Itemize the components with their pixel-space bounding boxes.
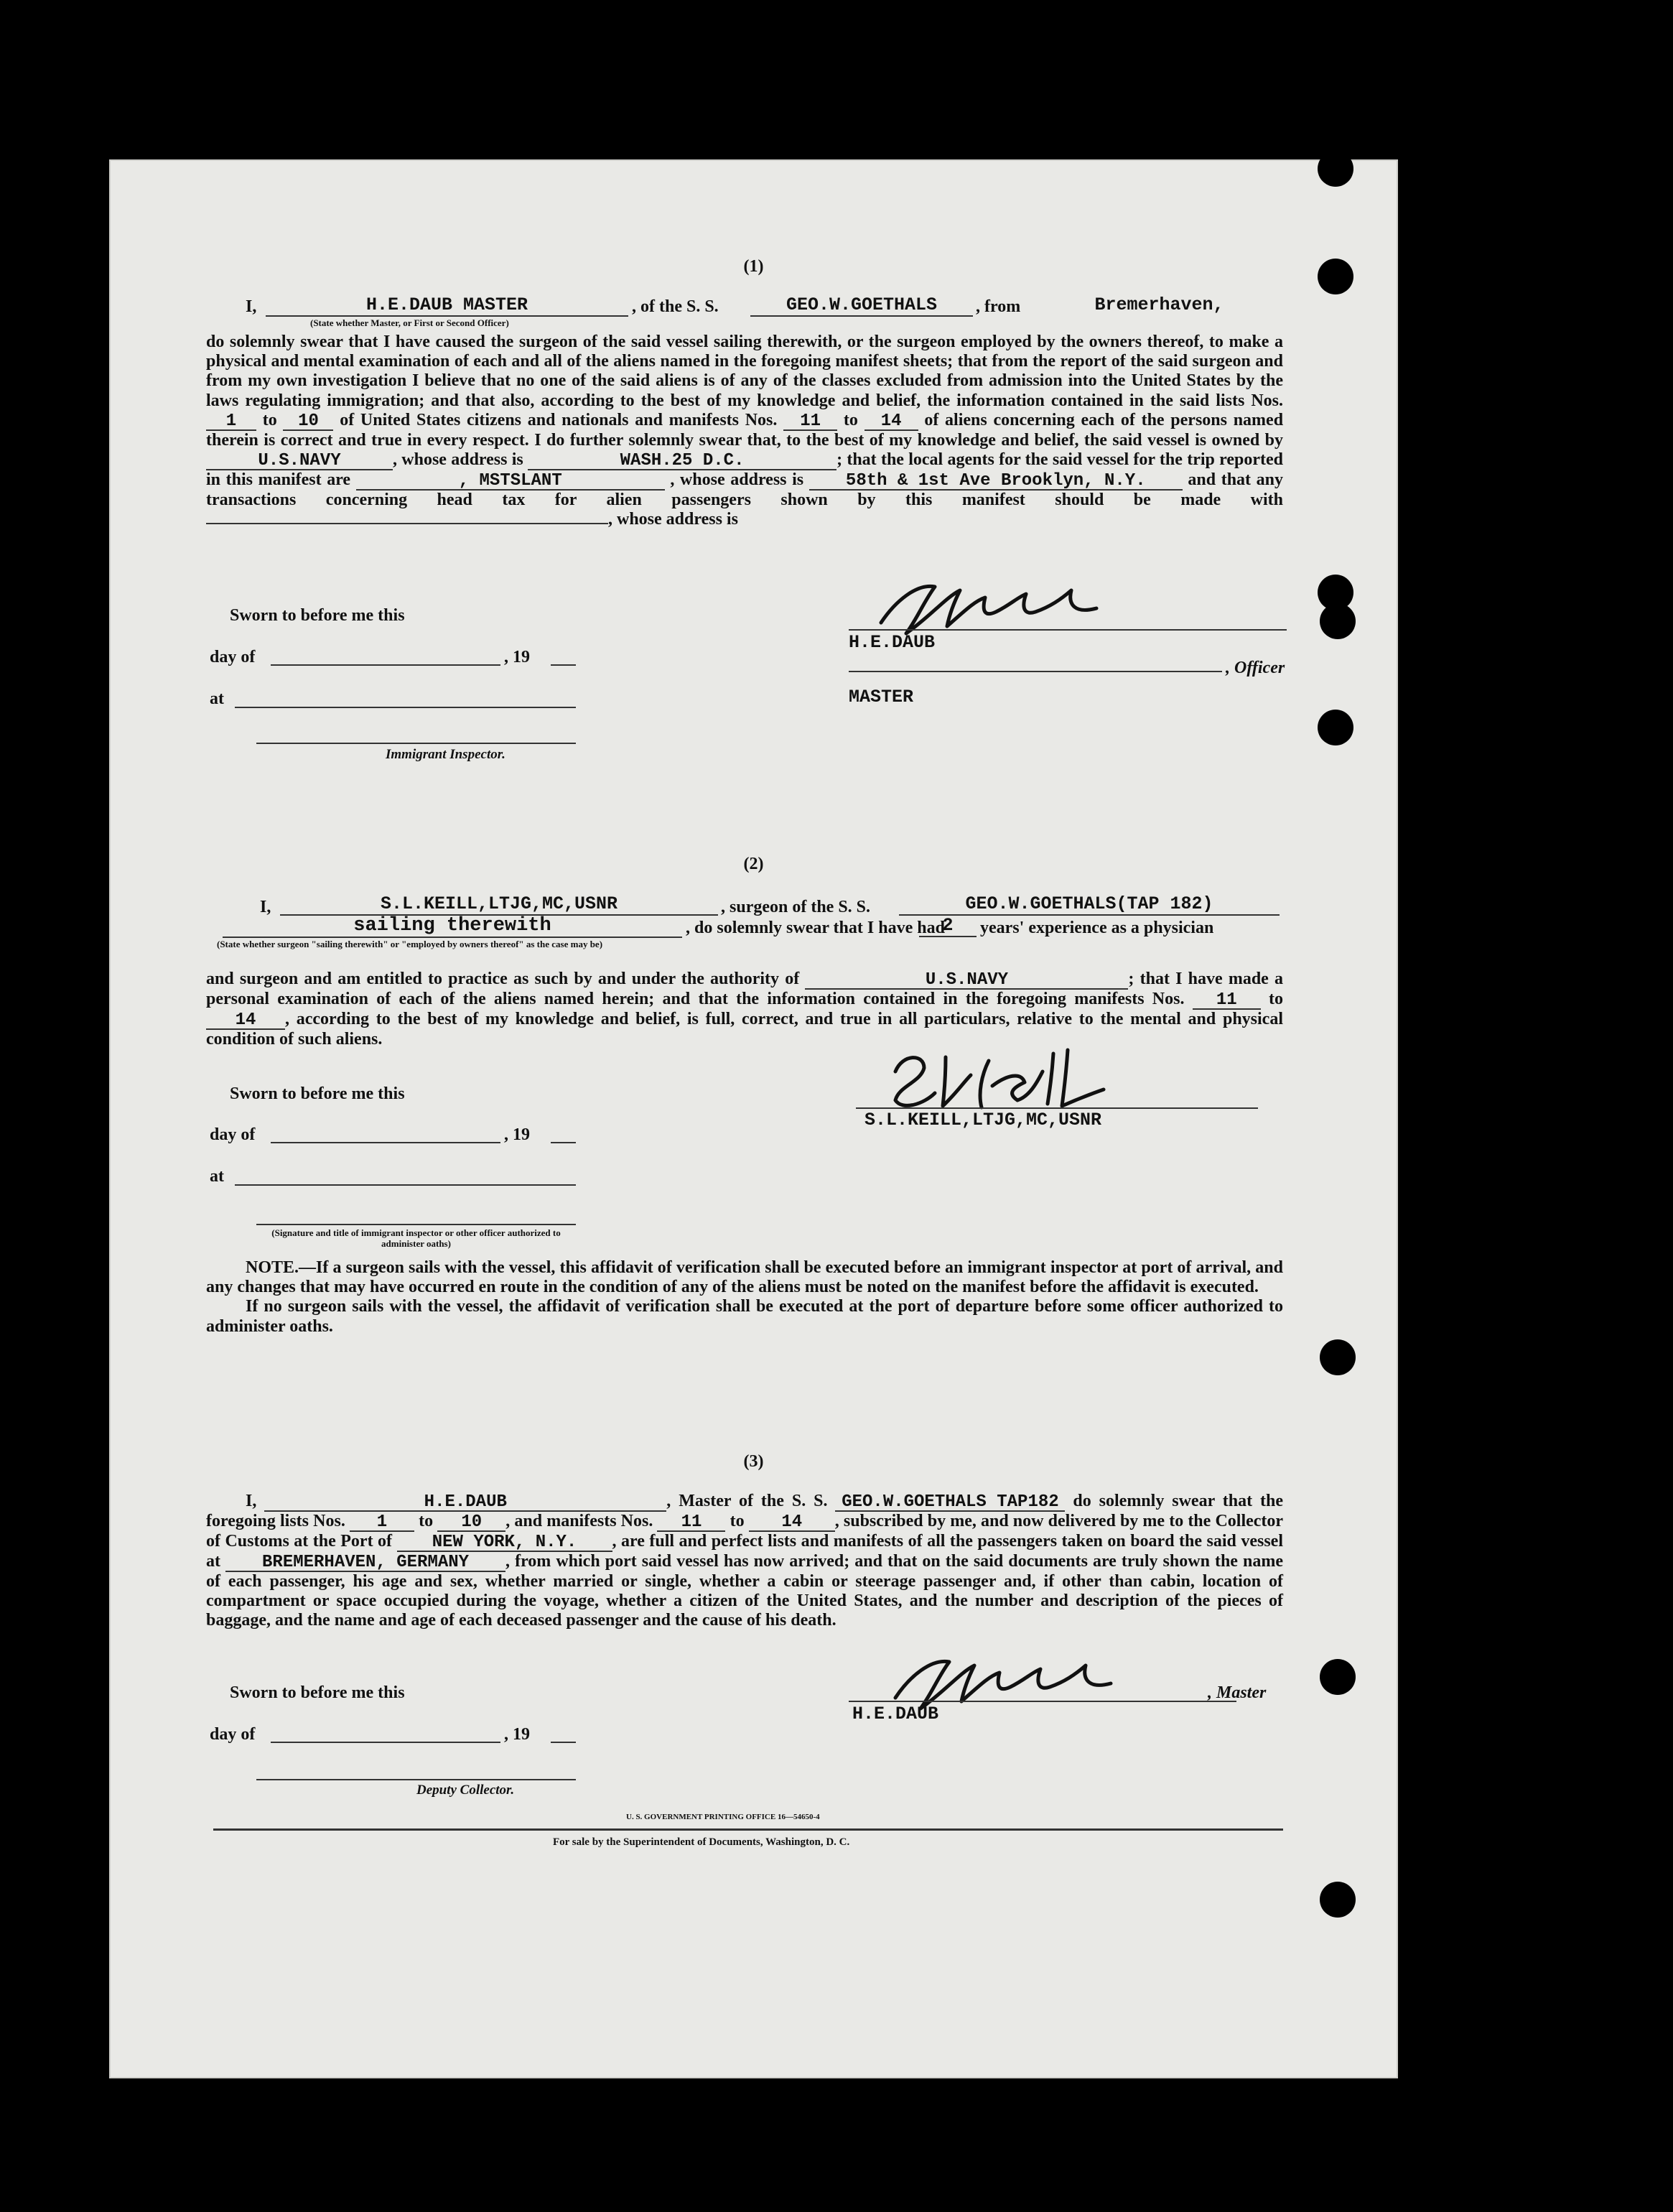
s1-vessel-field bbox=[750, 294, 973, 317]
s3-manifests-from: 11 bbox=[657, 1515, 725, 1532]
s3-lists-to: 10 bbox=[437, 1515, 505, 1532]
s2-officer-line bbox=[256, 1224, 576, 1225]
s3-i-label: I, bbox=[246, 1492, 257, 1510]
s3-departure-port: BREMERHAVEN, GERMANY bbox=[225, 1555, 505, 1572]
s1-of-ss-label: , of the S. S. bbox=[632, 297, 719, 316]
s1-agents: , MSTSLANT bbox=[356, 473, 665, 491]
s3-manifests-to: 14 bbox=[749, 1515, 835, 1532]
s1-signer-name: H.E.DAUB bbox=[849, 632, 936, 653]
footer-rule bbox=[213, 1828, 1283, 1831]
s1-inspector-caption: Immigrant Inspector. bbox=[386, 747, 505, 762]
s1-dayof-label: day of bbox=[210, 648, 256, 666]
s1-text-7: and that any transactions concerning head tax for alien passengers shown by this manifest should be made with bbox=[206, 470, 1284, 510]
binder-hole bbox=[1320, 1882, 1356, 1918]
s3-signer-name: H.E.DAUB bbox=[852, 1704, 939, 1724]
s3-sworn-label: Sworn to before me this bbox=[230, 1683, 405, 1702]
s3-master-label: , Master bbox=[1208, 1683, 1267, 1702]
s1-manifests-to: 14 bbox=[865, 414, 918, 431]
s3-to-2: to bbox=[730, 1512, 745, 1530]
s2-surgeon-field bbox=[280, 893, 718, 916]
s1-to-1: to bbox=[262, 410, 277, 429]
s3-text-3: , from which port said vessel has now arrived; and that on the said documents are truly shown the name of each passenger, his age and sex, whether married or single, whether a cabin or steerage passenger and, if other than cabin, location of compartment or space occupied during the voyage, whether a citizen of the United States, and the number and description of the pieces of baggage, and the name and age of each deceased passenger and the cause of his death. bbox=[206, 1552, 1283, 1630]
binder-hole bbox=[1318, 151, 1353, 187]
sale-notice: For sale by the Superintendent of Documents, Washington, D. C. bbox=[553, 1836, 850, 1848]
s1-at-line bbox=[235, 707, 576, 708]
s1-text-6: , whose address is bbox=[670, 470, 804, 490]
s2-day-line bbox=[271, 1142, 500, 1143]
s1-i-label: I, bbox=[246, 297, 257, 316]
s3-oath-paragraph bbox=[206, 1492, 1283, 1631]
s1-lists-to: 10 bbox=[283, 414, 333, 431]
s1-master-caption: (State whether Master, or First or Second Officer) bbox=[310, 317, 509, 328]
s1-text-8: , whose address is bbox=[608, 510, 738, 529]
s3-swear-label: do solemnly swear that the foregoing lists Nos. bbox=[206, 1492, 1283, 1530]
section-3-number: (3) bbox=[743, 1452, 764, 1471]
s1-owner: U.S.NAVY bbox=[206, 453, 393, 470]
s3-dayof-label: day of bbox=[210, 1725, 256, 1744]
s2-manifests-from: 11 bbox=[1193, 993, 1261, 1010]
s2-to: to bbox=[1269, 990, 1283, 1008]
s3-collector-caption: Deputy Collector. bbox=[416, 1783, 515, 1798]
s1-day-line bbox=[271, 664, 500, 666]
s2-text-1: and surgeon and am entitled to practice as such by and under the authority of bbox=[206, 970, 800, 988]
s1-inspector-line bbox=[256, 743, 576, 744]
s2-vessel-field bbox=[899, 893, 1280, 916]
s2-signature-caption: (Signature and title of immigrant inspector or other officer authorized to administer oaths) bbox=[271, 1227, 561, 1249]
s1-signature-line bbox=[849, 629, 1287, 631]
s2-surgeon-of-label: , surgeon of the S. S. bbox=[721, 898, 871, 916]
s3-to-1: to bbox=[419, 1512, 434, 1530]
s2-year-line bbox=[551, 1142, 576, 1143]
manifest-page bbox=[109, 159, 1398, 2078]
s1-rank: MASTER bbox=[849, 687, 914, 707]
s2-oath-paragraph bbox=[206, 970, 1283, 1049]
s2-surgeon-name: S.L.KEILL,LTJG,MC,USNR bbox=[380, 893, 618, 914]
s2-note-2: If no surgeon sails with the vessel, the affidavit of verification shall be executed at the port of departure before some officer authorized to administer oaths. bbox=[206, 1297, 1283, 1336]
s3-signature-line bbox=[849, 1701, 1236, 1702]
s2-vessel: GEO.W.GOETHALS(TAP 182) bbox=[965, 893, 1213, 914]
s1-text-2: of United States citizens and nationals and manifests Nos. bbox=[340, 410, 778, 429]
s2-years: 2 bbox=[942, 915, 954, 936]
s1-vessel: GEO.W.GOETHALS bbox=[786, 294, 938, 315]
s2-sailing: sailing therewith bbox=[353, 915, 551, 937]
s1-head-tax-contact bbox=[206, 523, 608, 524]
s1-text-3: of aliens concerning each of the persons named therein is correct and true in every respect. I do further solemnly swear that, to the best of my knowledge and belief, the said vessel is owned by bbox=[206, 410, 1284, 450]
s2-authority: U.S.NAVY bbox=[805, 972, 1128, 990]
s1-text-4: , whose address is bbox=[393, 450, 523, 470]
s3-day-line bbox=[271, 1742, 500, 1743]
s1-at-label: at bbox=[210, 689, 224, 708]
s1-year-line bbox=[551, 664, 576, 666]
section-2-number: (2) bbox=[743, 855, 764, 873]
s3-lists-from: 1 bbox=[350, 1515, 414, 1532]
s3-master-of-label: , Master of the S. S. bbox=[666, 1492, 828, 1510]
s2-text-3: , according to the best of my knowledge and belief, is full, correct, and true in all particulars, relative to the mental and physical condition of such aliens. bbox=[206, 1010, 1283, 1049]
s1-from-label: , from bbox=[976, 297, 1021, 316]
s2-swear-label: , do solemnly swear that I have had bbox=[686, 919, 945, 937]
s2-at-line bbox=[235, 1184, 576, 1186]
s1-from-port: Bremerhaven, bbox=[1094, 294, 1224, 315]
s2-dayof-label: day of bbox=[210, 1125, 256, 1144]
s3-text-1: , subscribed by me, and now delivered by me to the Collector of Customs at the Port of bbox=[206, 1512, 1284, 1551]
s3-master-name: H.E.DAUB bbox=[264, 1495, 666, 1512]
s1-master-name: H.E.DAUB MASTER bbox=[365, 294, 528, 315]
s1-text-5: ; that the local agents for the said vessel for the trip reported in this manifest are bbox=[206, 450, 1283, 490]
s1-from-field bbox=[1035, 294, 1283, 315]
binder-hole bbox=[1320, 1659, 1356, 1695]
s2-signature-line bbox=[856, 1107, 1258, 1109]
s1-oath-paragraph bbox=[206, 333, 1283, 529]
s3-nineteen-label: , 19 bbox=[504, 1725, 530, 1744]
gpo-imprint: U. S. GOVERNMENT PRINTING OFFICE 16—54650-4 bbox=[626, 1813, 820, 1821]
s2-note-paragraph bbox=[206, 1258, 1283, 1337]
binder-hole bbox=[1318, 710, 1353, 745]
s1-owner-address: WASH.25 D.C. bbox=[528, 453, 836, 470]
s2-years-label: years' experience as a physician bbox=[980, 919, 1214, 937]
binder-hole bbox=[1320, 1339, 1356, 1375]
s2-at-label: at bbox=[210, 1167, 224, 1186]
s2-sailing-field bbox=[223, 915, 682, 938]
s3-text-2: , are full and perfect lists and manifests of all the passengers taken on board the said vessel at bbox=[206, 1532, 1283, 1571]
binder-hole bbox=[1318, 259, 1353, 294]
s2-manifests-to: 14 bbox=[206, 1013, 285, 1030]
s1-officer-line bbox=[849, 671, 1222, 672]
s2-sworn-label: Sworn to before me this bbox=[230, 1084, 405, 1103]
s2-years-field bbox=[919, 915, 977, 937]
s3-collector-line bbox=[256, 1779, 576, 1780]
s2-signer-name: S.L.KEILL,LTJG,MC,USNR bbox=[865, 1110, 1102, 1130]
s1-master-field bbox=[266, 294, 628, 317]
s1-nineteen-label: , 19 bbox=[504, 648, 530, 666]
binder-hole bbox=[1320, 603, 1356, 639]
s1-manifests-from: 11 bbox=[783, 414, 837, 431]
s2-text-2: ; that I have made a personal examination of each of the aliens named herein; and that the information contained in the foregoing manifests Nos. bbox=[206, 970, 1284, 1008]
s2-i-label: I, bbox=[260, 898, 271, 916]
s3-manifests-label: , and manifests Nos. bbox=[505, 1512, 653, 1530]
section-1-number: (1) bbox=[743, 257, 764, 276]
s1-agents-address: 58th & 1st Ave Brooklyn, N.Y. bbox=[809, 473, 1183, 491]
s1-officer-label: , Officer bbox=[1226, 659, 1285, 677]
s3-vessel: GEO.W.GOETHALS TAP182 bbox=[835, 1495, 1065, 1512]
s1-to-2: to bbox=[843, 410, 858, 429]
s2-caption: (State whether surgeon "sailing therewith" or "employed by owners thereof" as the case may be) bbox=[217, 939, 603, 949]
s2-note-1: NOTE.—If a surgeon sails with the vessel, this affidavit of verification shall be executed before an immigrant inspector at port of arrival, and any changes that may have occurred en route in the condition of any of the aliens must be noted on the manifest before the affidavit is executed. bbox=[206, 1258, 1283, 1297]
s1-text-1: do solemnly swear that I have caused the surgeon of the said vessel sailing therewith, or the surgeon employed by the owners thereof, to make a physical and mental examination of each and all of the aliens named in the foregoing manifest sheets; that from the report of the said surgeon and from my own investigation I believe that no one of the said aliens is of any of the classes excluded from admission into the United States by the laws regulating immigration; and that also, according to the best of my knowledge and belief, the information contained in the said lists Nos. bbox=[206, 333, 1283, 410]
s1-sworn-label: Sworn to before me this bbox=[230, 606, 405, 625]
s3-year-line bbox=[551, 1742, 576, 1743]
s2-nineteen-label: , 19 bbox=[504, 1125, 530, 1144]
s1-lists-from: 1 bbox=[206, 414, 256, 431]
s3-port: NEW YORK, N.Y. bbox=[397, 1535, 612, 1552]
